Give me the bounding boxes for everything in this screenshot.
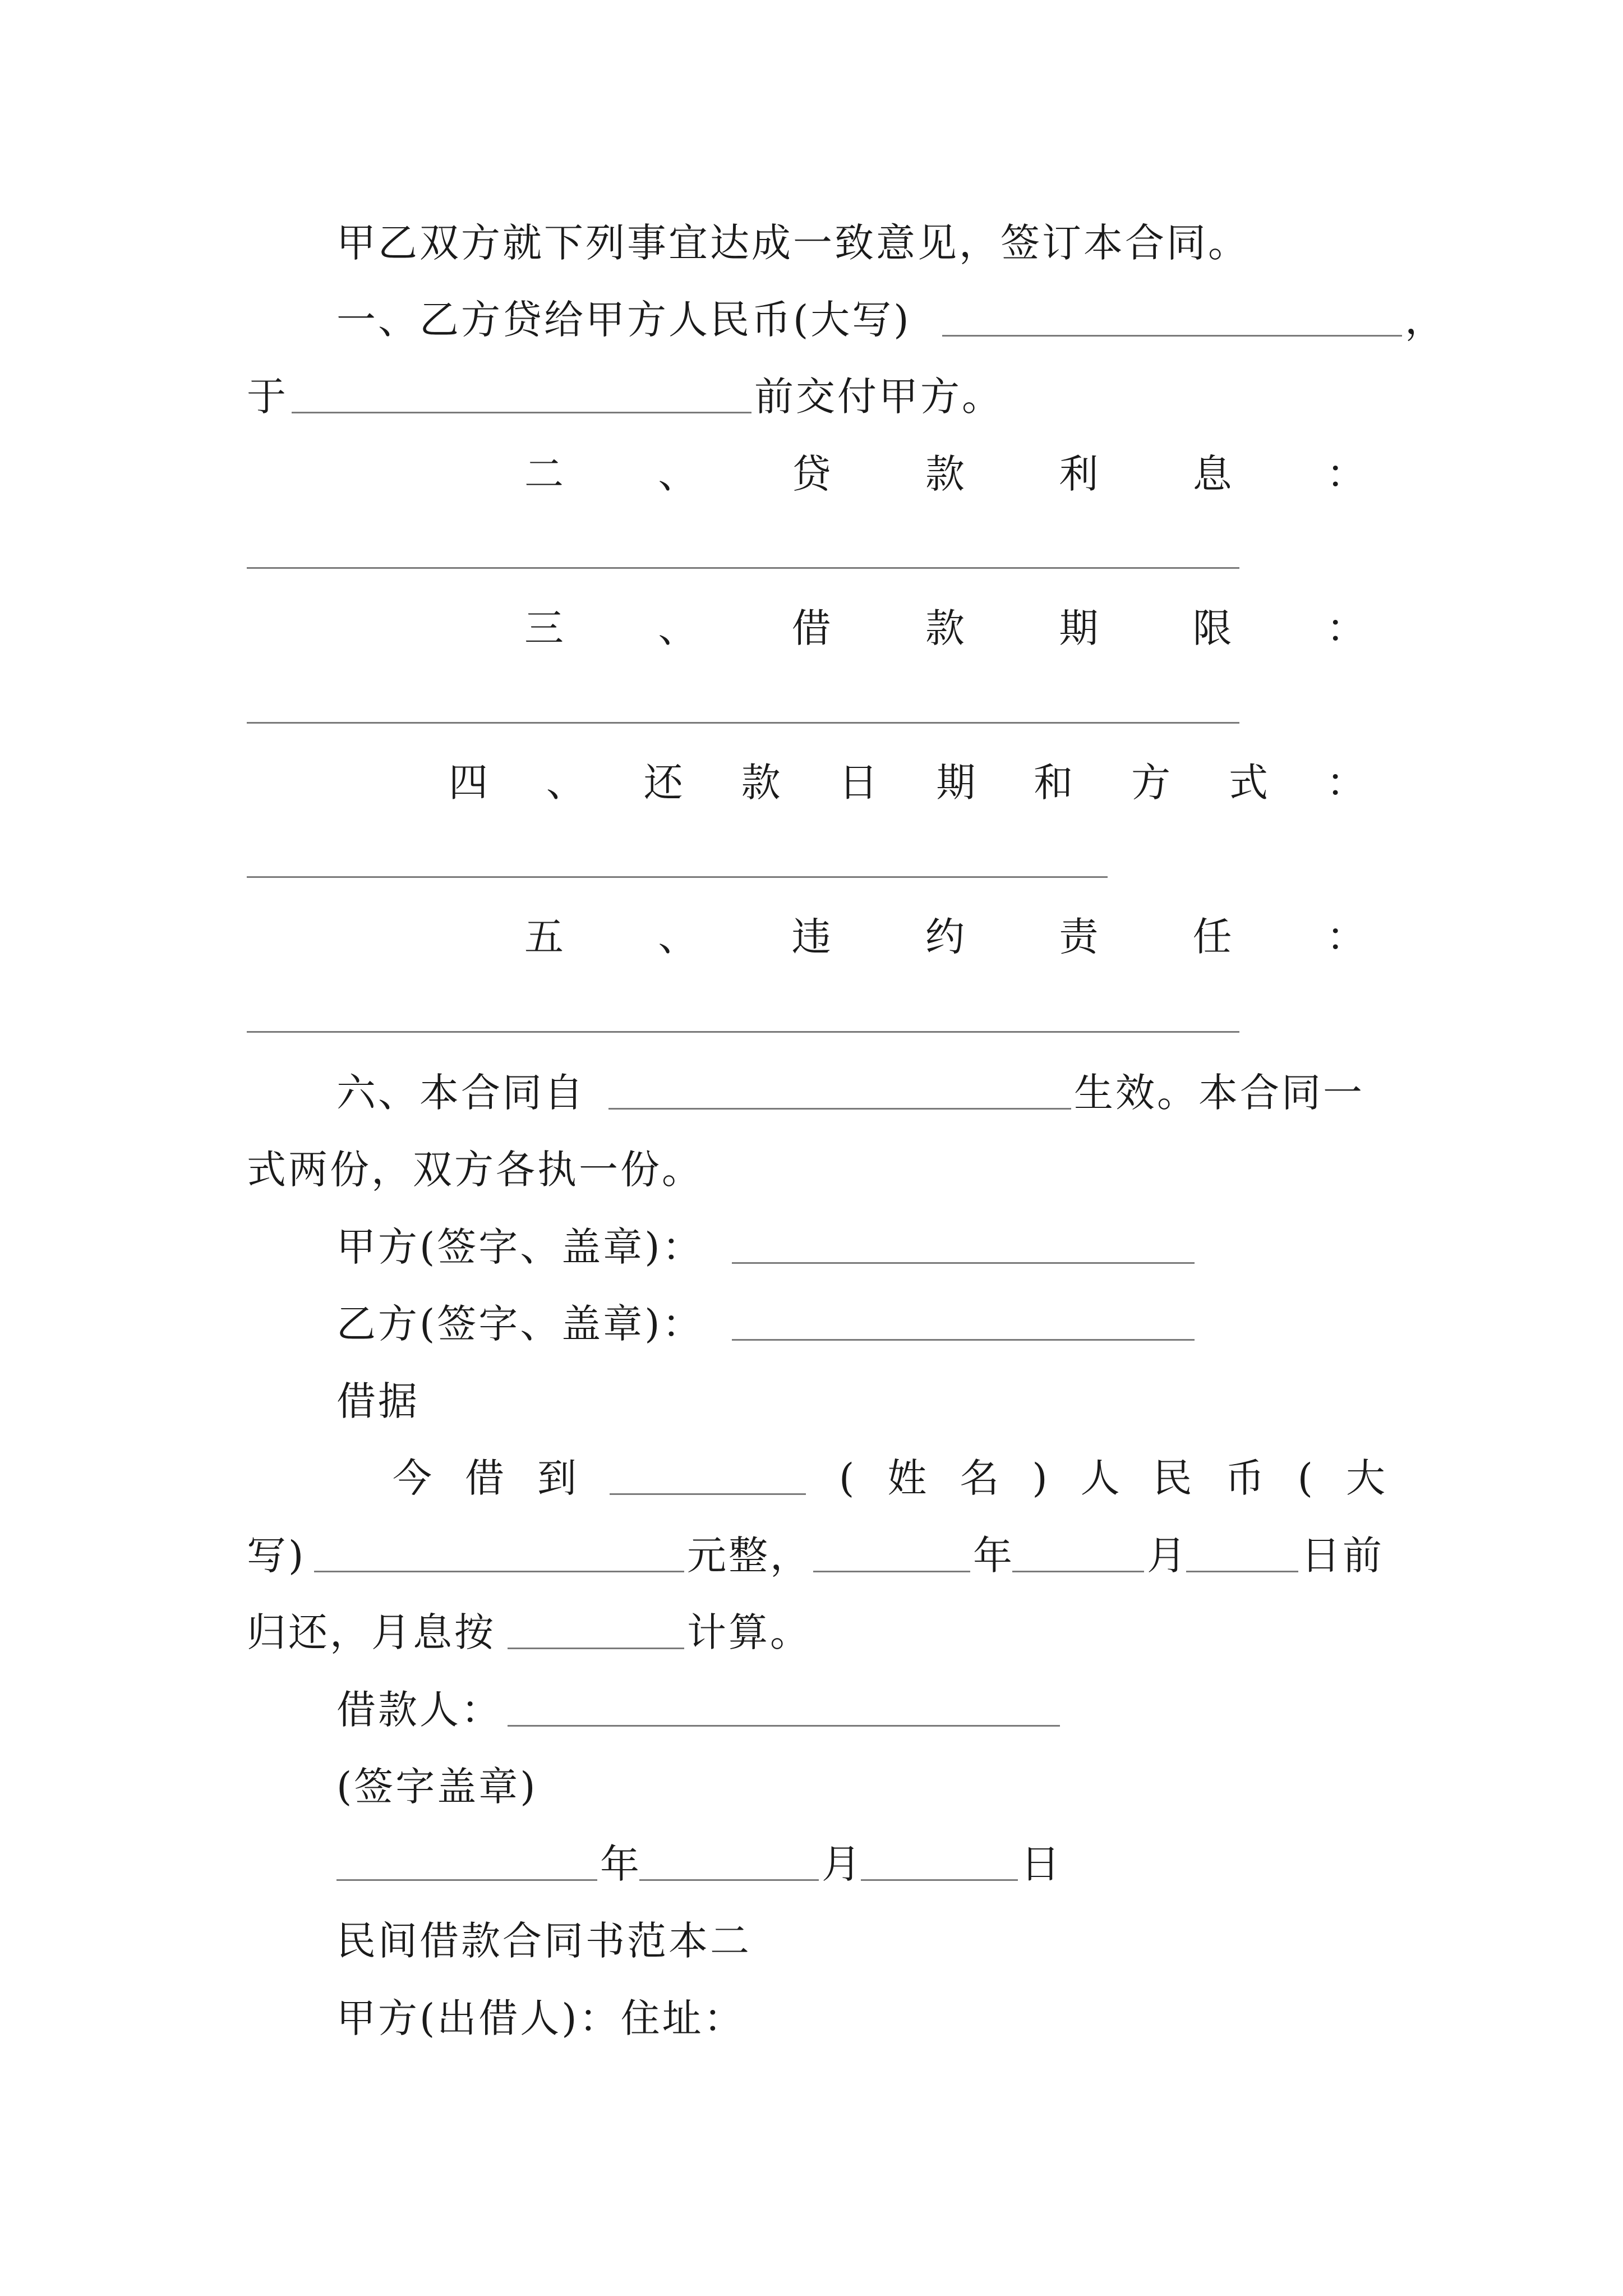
clause-1-line2-prefix: 于 <box>247 374 288 420</box>
heading-char: ： <box>1326 914 1366 960</box>
receipt-line-1-text <box>393 1447 1385 1509</box>
heading-char: 期 <box>936 760 976 806</box>
clause-1-line-2 <box>0 366 1623 427</box>
date-year-blank[interactable] <box>336 1833 597 1881</box>
receipt-char: 大 <box>1345 1455 1385 1501</box>
receipt-char: ( <box>839 1455 855 1501</box>
receipt-year-blank[interactable] <box>813 1525 970 1572</box>
receipt-month: 月 <box>1147 1533 1188 1579</box>
receipt-char: ) <box>1032 1455 1048 1501</box>
receipt-day: 日前 <box>1301 1533 1384 1579</box>
borrower-label: 借款人： <box>336 1687 502 1733</box>
party-a-signature-line <box>0 1216 1623 1278</box>
heading-char: 和 <box>1034 760 1073 806</box>
clause-1-prefix: 一、乙方贷给甲方人民币(大写) <box>336 297 911 343</box>
party-a-signature-label: 甲方(签字、盖章)： <box>336 1224 704 1270</box>
receipt-line-2 <box>0 1525 1623 1586</box>
borrower-blank[interactable] <box>508 1679 1060 1727</box>
loan-term-blank[interactable] <box>247 722 1239 724</box>
monthly-interest-blank[interactable] <box>508 1602 684 1649</box>
clause-6-line2: 式两份，双方各执一份。 <box>247 1147 703 1193</box>
heading-char: 、 <box>658 605 698 651</box>
heading-char: 式 <box>1229 760 1268 806</box>
receipt-title-line <box>0 1370 1623 1432</box>
date-month-blank[interactable] <box>639 1833 819 1881</box>
party-a-signature-blank[interactable] <box>732 1216 1195 1264</box>
heading-char: 利 <box>1059 451 1099 497</box>
receipt-char: 币 <box>1225 1455 1265 1501</box>
party-b-signature-label: 乙方(签字、盖章)： <box>336 1301 704 1347</box>
loan-amount-blank[interactable] <box>942 289 1402 337</box>
clause-2-heading <box>0 443 1623 505</box>
clause-4-heading <box>0 752 1623 813</box>
receipt-char: 名 <box>960 1455 999 1501</box>
heading-char: 、 <box>546 760 585 806</box>
sign-seal-text: (签字盖章) <box>336 1764 538 1810</box>
receipt-char: 人 <box>1080 1455 1120 1501</box>
heading-char: ： <box>1326 451 1366 497</box>
borrower-line <box>0 1679 1623 1741</box>
receipt-title: 借据 <box>336 1378 419 1424</box>
heading-char: 四 <box>449 760 488 806</box>
heading-char: 款 <box>925 451 965 497</box>
clause-6-suffix: 生效。本合同一 <box>1074 1070 1364 1116</box>
receipt-line2-prefix: 写) <box>247 1533 306 1579</box>
heading-char: ： <box>1326 760 1366 806</box>
date-month: 月 <box>822 1841 863 1887</box>
receipt-line3-prefix: 归还，月息按 <box>247 1609 496 1655</box>
receipt-line-3 <box>0 1602 1623 1663</box>
clause-6-line-2 <box>0 1139 1623 1200</box>
receipt-char: ( <box>1297 1455 1313 1501</box>
receipt-month-blank[interactable] <box>1012 1525 1144 1572</box>
template-2-title-line <box>0 1910 1623 1972</box>
receipt-char: 借 <box>465 1455 504 1501</box>
heading-char: 、 <box>658 451 698 497</box>
heading-char: 限 <box>1192 605 1232 651</box>
receipt-char: 姓 <box>887 1455 927 1501</box>
clause-3-heading <box>0 597 1623 659</box>
date-day-blank[interactable] <box>861 1833 1018 1881</box>
receipt-line-1 <box>0 1447 1623 1509</box>
clause-5-heading-text <box>524 906 1366 968</box>
intro-line <box>0 212 1623 274</box>
party-b-signature-blank[interactable] <box>732 1293 1195 1341</box>
breach-liability-blank[interactable] <box>247 1031 1239 1033</box>
sign-seal-line <box>0 1756 1623 1818</box>
heading-char: 违 <box>791 914 831 960</box>
template-2-party-a-line <box>0 1987 1623 2049</box>
heading-char: 款 <box>741 760 781 806</box>
template-2-party-a: 甲方(出借人)：住址： <box>336 1995 745 2041</box>
clause-6-line-1 <box>0 1062 1623 1124</box>
heading-char: ： <box>1326 605 1366 651</box>
heading-char: 借 <box>791 605 831 651</box>
clause-4-heading-text <box>449 752 1366 813</box>
date-day: 日 <box>1021 1841 1062 1887</box>
repayment-method-blank[interactable] <box>247 876 1108 878</box>
template-2-title: 民间借款合同书范本二 <box>336 1918 751 1964</box>
receipt-line3-suffix: 计算。 <box>687 1609 811 1655</box>
heading-char: 日 <box>838 760 878 806</box>
heading-char: 还 <box>643 760 683 806</box>
clause-3-heading-text <box>524 597 1366 659</box>
delivery-date-blank[interactable] <box>292 366 751 413</box>
heading-char: 五 <box>524 914 564 960</box>
heading-char: 方 <box>1131 760 1171 806</box>
heading-char: 二 <box>524 451 564 497</box>
receipt-char: 到 <box>537 1455 577 1501</box>
heading-char: 责 <box>1059 914 1099 960</box>
clause-1-line2-suffix: 前交付甲方。 <box>754 374 1003 420</box>
date-line <box>0 1833 1623 1895</box>
clause-6-prefix: 六、本合同自 <box>336 1070 585 1116</box>
date-year: 年 <box>600 1841 642 1887</box>
heading-char: 约 <box>925 914 965 960</box>
heading-char: 贷 <box>791 451 831 497</box>
heading-char: 款 <box>925 605 965 651</box>
lender-name-blank[interactable] <box>610 1447 806 1495</box>
clause-1-comma: ， <box>1405 297 1446 343</box>
heading-char: 任 <box>1192 914 1232 960</box>
loan-interest-blank[interactable] <box>247 567 1239 569</box>
effective-date-blank[interactable] <box>608 1062 1071 1110</box>
receipt-year: 年 <box>973 1533 1015 1579</box>
heading-char: 期 <box>1059 605 1099 651</box>
party-b-signature-line <box>0 1293 1623 1355</box>
receipt-char: 今 <box>393 1455 432 1501</box>
clause-5-heading <box>0 906 1623 968</box>
intro-text: 甲乙双方就下列事宜达成一致意见，签订本合同。 <box>336 220 1249 266</box>
heading-char: 息 <box>1192 451 1232 497</box>
heading-char: 、 <box>658 914 698 960</box>
receipt-amount-blank[interactable] <box>314 1525 684 1572</box>
receipt-yuan: 元整， <box>687 1533 811 1579</box>
receipt-char: 民 <box>1152 1455 1192 1501</box>
clause-2-heading-text <box>524 443 1366 505</box>
heading-char: 三 <box>524 605 564 651</box>
clause-1-line-1 <box>0 289 1623 351</box>
receipt-day-blank[interactable] <box>1186 1525 1298 1572</box>
